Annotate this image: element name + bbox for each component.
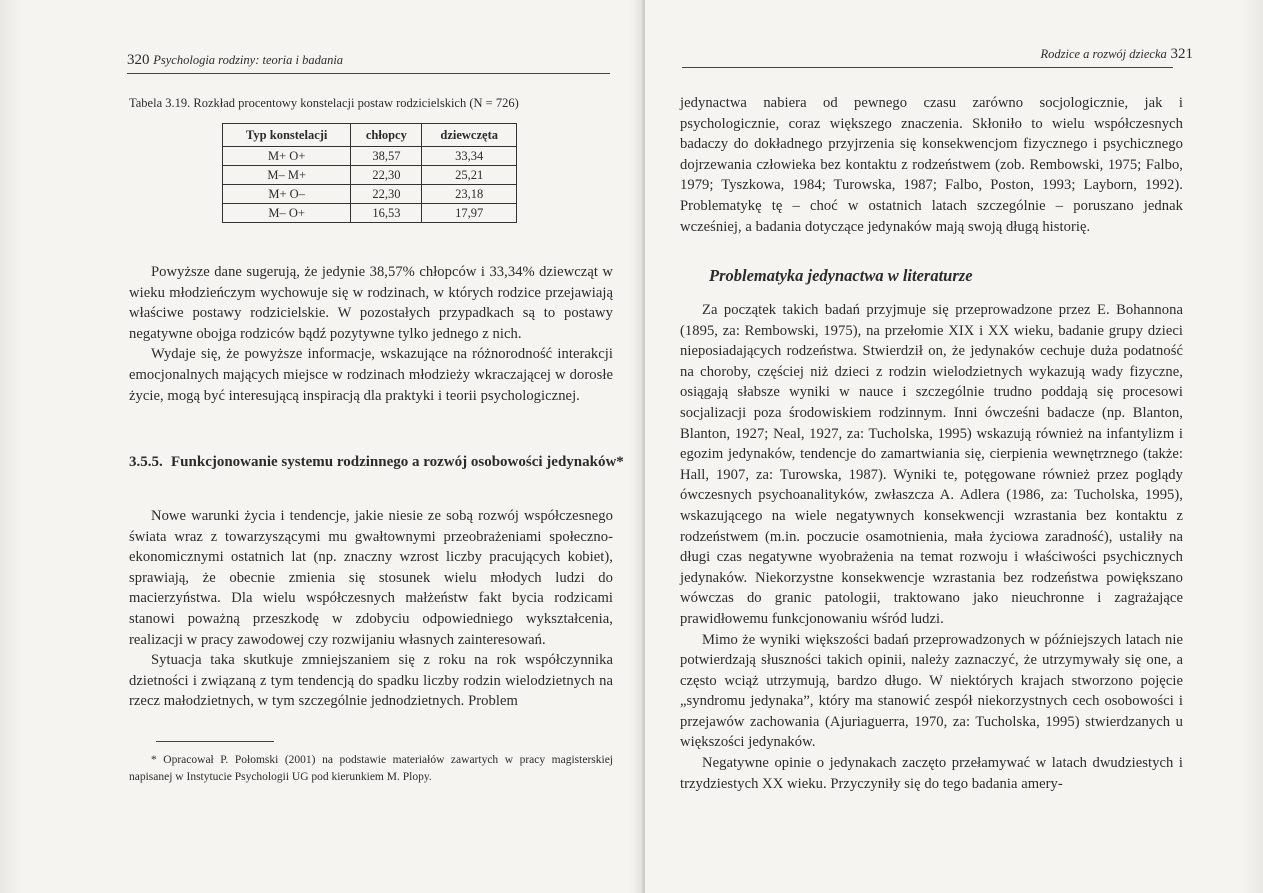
table-cell: M– M+ [223,166,351,185]
table-cell: M+ O– [223,185,351,204]
table-cell: 17,97 [422,204,517,223]
right-body-text-1 [680,93,1183,237]
left-running-head [127,52,343,69]
footnote [129,752,613,786]
paragraph: jedynactwa nabiera od pewnego czasu zarówno socjologicznie, jak i psychologicznie, coraz większego znaczenia. Skłoniło to wielu współczesnych badaczy do dokładnego przyjrzenia się konsekwencjom fizycznego i psychicznego dojrzewania człowieka bez kontaktu z rodzeństwem (zob. Rembowski, 1975; Falbo, 1979; Tyszkowa, 1984; Turowska, 1987; Falbo, Poston, 1993; Layborn, 1992). Problematykę tę – choć w ostatnich latach szczególnie – poruszano jednak wcześniej, a badania dotyczące jedynaków mają swoją długą historię. [680,95,1183,235]
left-page-number: 320 [127,52,150,68]
footnote-rule [156,741,274,742]
paragraph: Powyższe dane sugerują, że jedynie 38,57% chłopców i 33,34% dziewcząt w wieku młodzieńczym wychowuje się w rodzinach, w których rodzice przejawiają właściwe postawy rodzicielskie. W pozostałych przypadkach są to postawy negatywne obojga rodziców bądź pozytywne tylko jednego z nich. [129,264,613,342]
table-header-cell: Typ konstelacji [223,124,351,147]
table-row [223,147,517,166]
paragraph: Sytuacja taka skutkuje zmniejszaniem się z roku na rok współczynnika dzietności i związaną z tym tendencją do spadku liczby rodzin wielodzietnych na rzecz małodzietnych, w tym szczególnie jednodzietnych. Problem [129,652,613,710]
table-cell: M– O+ [223,204,351,223]
footnote-text: * Opracował P. Połomski (2001) na podstawie materiałów zawartych w pracy magisterskiej napisanej w Instytucie Psychologii UG pod kierunkiem M. Plopy. [129,754,613,783]
table-cell: 25,21 [422,166,517,185]
table-cell: 23,18 [422,185,517,204]
left-body-text-1 [129,262,613,406]
table-cell: 22,30 [351,166,422,185]
right-body-text-2 [680,300,1183,794]
table-caption: Tabela 3.19. Rozkład procentowy konstelacji postaw rodzicielskich (N = 726) [129,96,519,110]
table-row [223,166,517,185]
section-title: Funkcjonowanie systemu rodzinnego a rozwój osobowości jedynaków* [171,454,624,470]
left-body-text-2 [129,506,613,712]
table-cell: 16,53 [351,204,422,223]
page-edge-shadow [1241,0,1263,893]
paragraph: Negatywne opinie o jedynakach zaczęto przełamywać w latach dwudziestych i trzydziestych XX wieku. Przyczyniły się do tego badania amery- [680,755,1183,792]
page-edge-shadow [0,0,22,893]
right-header-rule [682,67,1173,68]
table-row [223,204,517,223]
paragraph: Nowe warunki życia i tendencje, jakie niesie ze sobą rozwój współczesnego świata wraz z towarzyszącymi mu gwałtownymi przeobrażeniami społeczno-ekonomicznymi ostatnich lat (np. znaczny wzrost liczby pracujących kobiet), sprawiają, że obecnie zmienia się stosunek wielu młodych ludzi do macierzyństwa. Dla wielu współczesnych małżeństw fakt bycia rodzicami stanowi poważną przeszkodę w zdobyciu odpowiedniego wykształcenia, realizacji w pracy zawodowej czy rozwijaniu własnych zainteresowań. [129,508,613,648]
paragraph: Mimo że wyniki większości badań przeprowadzonych w późniejszych latach nie potwierdzają słuszności takich opinii, należy zaznaczyć, że utrzymywały się one, a często wciąż utrzymują, bardzo długo. W niektórych krajach stworzono pojęcie „syndromu jedynaka”, który ma stanowić zespół niekorzystnych cech osobowości i przejawów zachowania (Ajuriaguerra, 1970, za: Tucholska, 1995) stwierdzanych u większości jedynaków. [680,631,1183,751]
table-header-cell: chłopcy [351,124,422,147]
right-running-title: Rodzice a rozwój dziecka [1040,47,1167,61]
table-cell: M+ O+ [223,147,351,166]
table-row [223,185,517,204]
left-header-rule [127,73,610,74]
section-number: 3.5.5. [129,454,163,470]
table-cell: 38,57 [351,147,422,166]
right-page-number: 321 [1170,46,1193,62]
subsection-heading: Problematyka jedynactwa w literaturze [709,266,973,285]
right-running-head [1040,46,1193,63]
table-cell: 22,30 [351,185,422,204]
paragraph: Wydaje się, że powyższe informacje, wskazujące na różnorodność interakcji emocjonalnych mających miejsce w rodzinach młodzieży wkraczającej w dorosłe życie, mogą być interesującą inspiracją dla praktyki i teorii psychologicznej. [129,346,613,404]
paragraph: Za początek takich badań przyjmuje się przeprowadzone przez E. Bohannona (1895, za: Rembowski, 1975), na przełomie XIX i XX wieku, badanie grupy dzieci nieposiadających rodzeństwa. Stwierdził on, że jedynaków cechuje duża podatność na choroby, częściej niż dzieci z rodzin wielodzietnych wykazują wady fizyczne, osiągają słabsze wyniki w nauce i szczególnie trudno poddają się procesowi socjalizacji poza środowiskiem rodzinnym. Inni ówcześni badacze (np. Blanton, Blanton, 1927; Neal, 1927, za: Tucholska, 1995) wskazują również na infantylizm i egozim jedynaków, tendencje do zamartwiania się, cierpienia wewnętrznego (także: Hall, 1907, za: Turowska, 1987). Wyniki te, potęgowane również przez poglądy ówczesnych psychoanalityków, zwłaszcza A. Adlera (1986, za: Tucholska, 1995), wskazującego na wiele negatywnych konsekwencji wzrastania bez kontaktu z rodzeństwem (m.in. poczucie osamotnienia, mała życiowa zaradność), ustaliły na długi czas negatywne wyobrażenia na temat rozwoju i właściwości psychicznych jedynaków. Niekorzystne konsekwencje wzrastania bez rodzeństwa powiększano wówczas do granic patologii, traktowano jako nieuchronne i zagrażające prawidłowemu funkcjonowaniu wśród ludzi. [680,302,1183,627]
table-header-cell: dziewczęta [422,124,517,147]
constellation-table [222,123,517,223]
table-header-row [223,124,517,147]
table-cell: 33,34 [422,147,517,166]
section-heading [129,452,641,472]
left-running-title: Psychologia rodziny: teoria i badania [153,53,344,67]
